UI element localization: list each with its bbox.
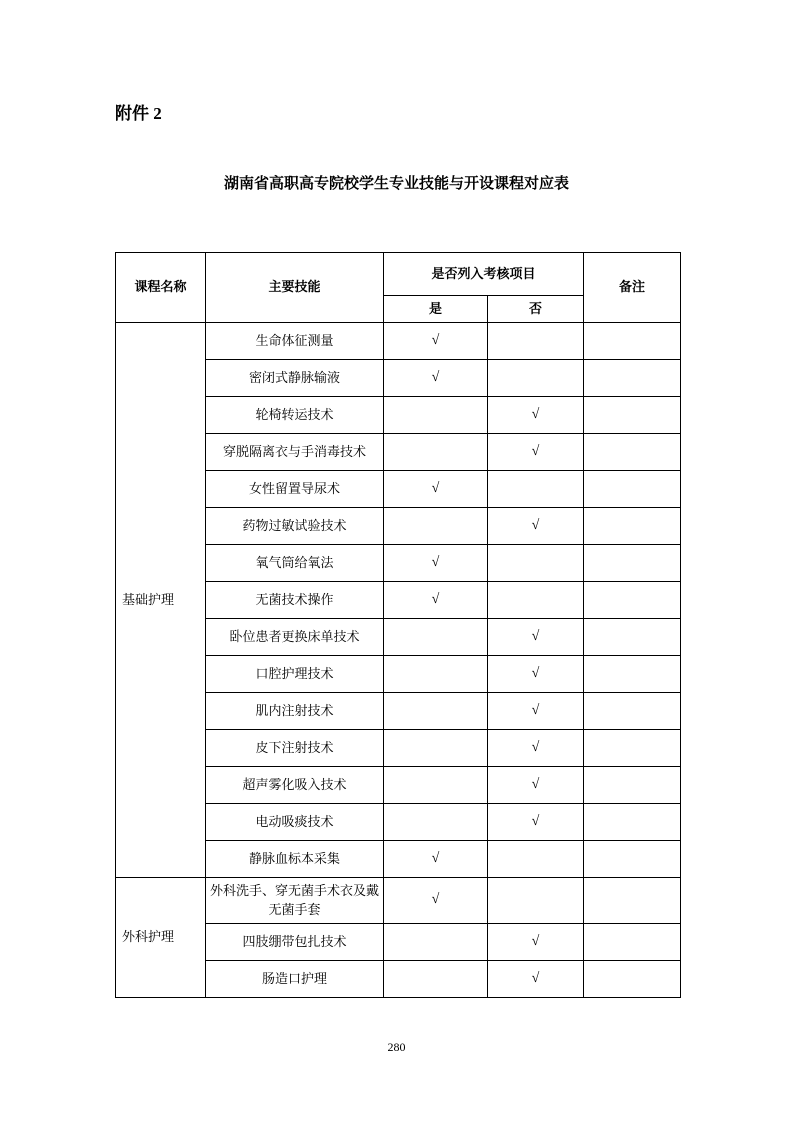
yes-mark-cell: √ <box>384 545 488 582</box>
remark-cell <box>584 693 681 730</box>
remark-cell <box>584 656 681 693</box>
remark-cell <box>584 961 681 998</box>
remark-cell <box>584 730 681 767</box>
yes-mark-cell <box>384 656 488 693</box>
table-row <box>116 878 681 924</box>
skill-cell: 生命体征测量 <box>206 323 384 360</box>
skills-table <box>115 252 681 998</box>
no-mark-cell <box>488 360 584 397</box>
no-mark-cell: √ <box>488 767 584 804</box>
remark-cell <box>584 619 681 656</box>
no-mark-cell <box>488 545 584 582</box>
no-mark-cell: √ <box>488 730 584 767</box>
category-cell-surgical-nursing: 外科护理 <box>116 878 206 998</box>
no-mark-cell <box>488 878 584 924</box>
remark-cell <box>584 924 681 961</box>
skill-cell: 肌内注射技术 <box>206 693 384 730</box>
yes-mark-cell: √ <box>384 360 488 397</box>
header-no: 否 <box>488 296 584 323</box>
remark-cell <box>584 878 681 924</box>
no-mark-cell <box>488 582 584 619</box>
header-main-skill: 主要技能 <box>206 253 384 323</box>
category-cell-basic-nursing: 基础护理 <box>116 323 206 878</box>
skill-cell: 电动吸痰技术 <box>206 804 384 841</box>
yes-mark-cell: √ <box>384 878 488 924</box>
remark-cell <box>584 767 681 804</box>
remark-cell <box>584 471 681 508</box>
yes-mark-cell <box>384 804 488 841</box>
yes-mark-cell: √ <box>384 323 488 360</box>
table-row <box>116 323 681 360</box>
no-mark-cell: √ <box>488 397 584 434</box>
remark-cell <box>584 804 681 841</box>
skill-cell: 肠造口护理 <box>206 961 384 998</box>
yes-mark-cell: √ <box>384 841 488 878</box>
skill-cell: 穿脱隔离衣与手消毒技术 <box>206 434 384 471</box>
skill-cell: 外科洗手、穿无菌手术衣及戴无菌手套 <box>206 878 384 924</box>
skill-cell: 卧位患者更换床单技术 <box>206 619 384 656</box>
remark-cell <box>584 323 681 360</box>
skill-cell: 口腔护理技术 <box>206 656 384 693</box>
skill-cell: 四肢绷带包扎技术 <box>206 924 384 961</box>
remark-cell <box>584 841 681 878</box>
remark-cell <box>584 545 681 582</box>
no-mark-cell <box>488 841 584 878</box>
header-course-name: 课程名称 <box>116 253 206 323</box>
skill-cell: 静脉血标本采集 <box>206 841 384 878</box>
remark-cell <box>584 360 681 397</box>
skill-cell: 皮下注射技术 <box>206 730 384 767</box>
header-row-top <box>116 253 681 296</box>
no-mark-cell: √ <box>488 508 584 545</box>
no-mark-cell <box>488 471 584 508</box>
skill-cell: 密闭式静脉输液 <box>206 360 384 397</box>
skill-cell: 氧气筒给氧法 <box>206 545 384 582</box>
header-yes: 是 <box>384 296 488 323</box>
yes-mark-cell <box>384 434 488 471</box>
skill-cell: 无菌技术操作 <box>206 582 384 619</box>
yes-mark-cell <box>384 961 488 998</box>
header-remark: 备注 <box>584 253 681 323</box>
no-mark-cell: √ <box>488 434 584 471</box>
header-assessment-group: 是否列入考核项目 <box>384 253 584 296</box>
yes-mark-cell: √ <box>384 471 488 508</box>
yes-mark-cell: √ <box>384 582 488 619</box>
skill-cell: 超声雾化吸入技术 <box>206 767 384 804</box>
no-mark-cell: √ <box>488 961 584 998</box>
no-mark-cell: √ <box>488 804 584 841</box>
remark-cell <box>584 397 681 434</box>
yes-mark-cell <box>384 767 488 804</box>
yes-mark-cell <box>384 693 488 730</box>
yes-mark-cell <box>384 619 488 656</box>
no-mark-cell: √ <box>488 924 584 961</box>
skill-cell: 女性留置导尿术 <box>206 471 384 508</box>
yes-mark-cell <box>384 508 488 545</box>
page-number: 280 <box>387 1040 406 1054</box>
no-mark-cell: √ <box>488 656 584 693</box>
skill-cell: 轮椅转运技术 <box>206 397 384 434</box>
attachment-label: 附件 2 <box>115 104 162 123</box>
remark-cell <box>584 582 681 619</box>
yes-mark-cell <box>384 397 488 434</box>
remark-cell <box>584 508 681 545</box>
skill-cell: 药物过敏试验技术 <box>206 508 384 545</box>
remark-cell <box>584 434 681 471</box>
no-mark-cell <box>488 323 584 360</box>
no-mark-cell: √ <box>488 693 584 730</box>
yes-mark-cell <box>384 924 488 961</box>
yes-mark-cell <box>384 730 488 767</box>
no-mark-cell: √ <box>488 619 584 656</box>
page-title: 湖南省高职高专院校学生专业技能与开设课程对应表 <box>223 176 569 192</box>
